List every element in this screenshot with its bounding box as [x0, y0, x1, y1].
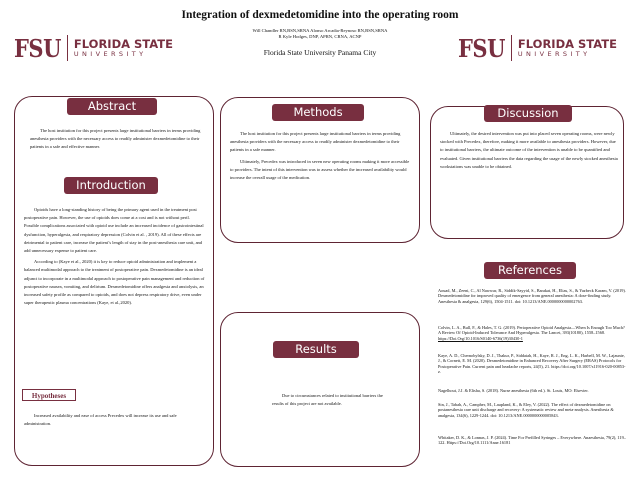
reference-2-text: Colvin, L. A., Bull, F., & Hales, T. G. (2019). Perioperative Opioid Analgesia—When Is Enough Too Much? A Review Of Opioid-Induced Tolerance And Hyperalgesia. The Lancet, 393(10180), 1558–1568.: [438, 325, 625, 336]
introduction-heading: Introduction: [64, 177, 158, 194]
logo-name: FLORIDA STATE: [517, 36, 617, 51]
results-panel: [220, 312, 420, 467]
logo-divider: [67, 35, 68, 61]
hypotheses-heading: Hypotheses: [22, 389, 76, 401]
authors-line-1: Will Chandler RN,BSN,SRNA Alonso Arcadia-Reynoso RN,BSN,SRNA: [252, 28, 388, 33]
abstract-heading: Abstract: [67, 98, 157, 115]
methods-paragraph-2: Ultimately, Precedex was introduced in seven new operating rooms making it more accessible to providers. The intent of this intervention was to assess whether the increased availability would increase the overall usage of the medication.: [230, 158, 410, 181]
hypotheses-paragraph: Increased availability and ease of access Precedex will increase its use and safe administration.: [24, 413, 177, 427]
fsu-mark: FSU: [458, 33, 505, 63]
results-text: [272, 392, 390, 408]
fsu-logo-right: [458, 33, 617, 63]
introduction-paragraph-1: Opioids have a long-standing history of being the primary agent used in the treatment post postoperative pain. However, the use of opioids does come at a cost and is not without peril. Possible complications associated with opioid use include an increased incidence of gastrointestinal dysfunction, hyperalgesia, and respiratory depression (Colvin et al. , 2019). All of these effects are detrimental to patient care, increase the patient’s length of stay in the post-anesthesia care unit, and add unnecessary expense to patient care.: [24, 207, 204, 254]
discussion-text: [440, 130, 618, 171]
discussion-panel: [430, 106, 624, 239]
discussion-heading: Discussion: [484, 105, 572, 122]
methods-paragraph-1: The host institution for this project presents large institutional barriers in terms providing anesthesia providers with the necessary access to readily administer dexmedetomidine to their patients in a safe manner.: [230, 131, 401, 153]
introduction-paragraph-2: According to (Kaye et al., 2020) it is key to reduce opioid administration and implement a balanced multimodal approach to the treatment of postoperative pain. Dexmedetomidine is an ideal adjunct to incorporate in a multimodal approach to postoperative pain management and reduction of postoperative nausea, vomiting, and delirium. Dexmedetomidine offers analgesia and anxiolysis, an increased safety profile as compared to opioids, and does not depress respiratory drive, even under super therapeutic plasma concentrations (Kaye, et al.,2020).: [24, 259, 205, 306]
references-heading: References: [484, 262, 576, 279]
methods-text: [230, 130, 412, 182]
methods-heading: Methods: [272, 104, 364, 121]
logo-wordmark: [518, 38, 617, 59]
reference-6: Whitaker, D. K., & Lonnas, J. P. (2024). Time For Prefilled Syringes – Everywhere. Anaesthesia, 79(2), 119–122. Https://Doi.Org/10.1111/Anae.16181: [438, 435, 626, 446]
reference-2: [438, 325, 628, 341]
abstract-text: [30, 127, 206, 152]
reference-3: Kaye, A. D., Chernobylsky, D. J., Thakur, P., Siddaiah, H., Kaye, R. J., Eng, L. K., Harbell, M. W., Lajaunie, J., & Cornett, E. M. (2020). Dexmedetomidine in Enhanced Recovery After Surgery (ERAS) Protocols for Postoperative Pain. Current pain and headache reports, 24(5), 21. https://doi.org/10.1007/s11916-020-00853-z.: [438, 353, 626, 375]
logo-divider: [511, 35, 512, 61]
affiliation: Florida State University Panama City: [263, 48, 377, 57]
introduction-text: [24, 206, 206, 307]
hypotheses-text: [24, 412, 200, 428]
reference-5: Sin, J., Tabah, A., Campher, M., Laupland, K., & Eley, V. (2022). The effect of dexmedetomidine on postanesthesia care unit discharge and recovery: A systematic review and meta-analysis. Anesthesia & analgesia, 134(6), 1229-1244. doi: 10.1213/ANE.0000000000005843.: [438, 402, 614, 418]
fsu-mark: FSU: [14, 33, 61, 63]
logo-name: FLORIDA STATE: [73, 36, 173, 51]
logo-sub: UNIVERSITY: [73, 49, 147, 58]
fsu-logo-left: [14, 33, 173, 63]
results-heading: Results: [273, 341, 359, 358]
abstract-paragraph: The host institution for this project presents large institutional barriers in terms providing anesthesia providers with the necessary access to readily administer dexmedetomidine to their patients in a safe and effective manner.: [30, 128, 201, 150]
poster-title: Integration of dexmedetomidine into the operating room: [181, 9, 459, 21]
author-list: [190, 28, 450, 40]
logo-wordmark: [74, 38, 173, 59]
discussion-paragraph: Ultimately, the desired intervention was put into placed seven operating rooms, were newly stocked with Precedex, therefore, making it more available to anesthesia providers. However, due to institutional barriers, the ultimate outcome of the intervention is unable to be quantified and evaluated. Given institutional barriers the data regarding the usage of the newly stocked anesthesia workstations was unable to be obtained.: [440, 131, 618, 169]
results-paragraph: Due to circumstances related to institutional barriers the results of this project are not available.: [272, 393, 383, 407]
reference-1: Aouad, M., Zeeni, C., Al Nawwar, R., Siddik-Sayyid, S., Barakat, H., Elias, S., & Yazbeck Karam, V. (2019). Dexmedetomidine for improved quality of emergence from general anesthesia: A dose-finding study. Anesthesia & analgesia, 129(6), 1504-1511. doi: 10.1213/ANE.0000000000002763.: [438, 288, 626, 304]
reference-4: Nagelhout, J.J. & Elisha, S. (2018). Nurse anesthesia (6th ed.). St. Louis, MO: Elsevier.: [438, 388, 589, 393]
authors-line-2: R Kyle Hodges, DNP, APRN, CRNA, ACNP: [278, 34, 362, 39]
reference-2-link[interactable]: https://Doi.Org/10.1016/S0140-6736(19)30430-1: [438, 335, 523, 341]
logo-sub: UNIVERSITY: [517, 49, 591, 58]
